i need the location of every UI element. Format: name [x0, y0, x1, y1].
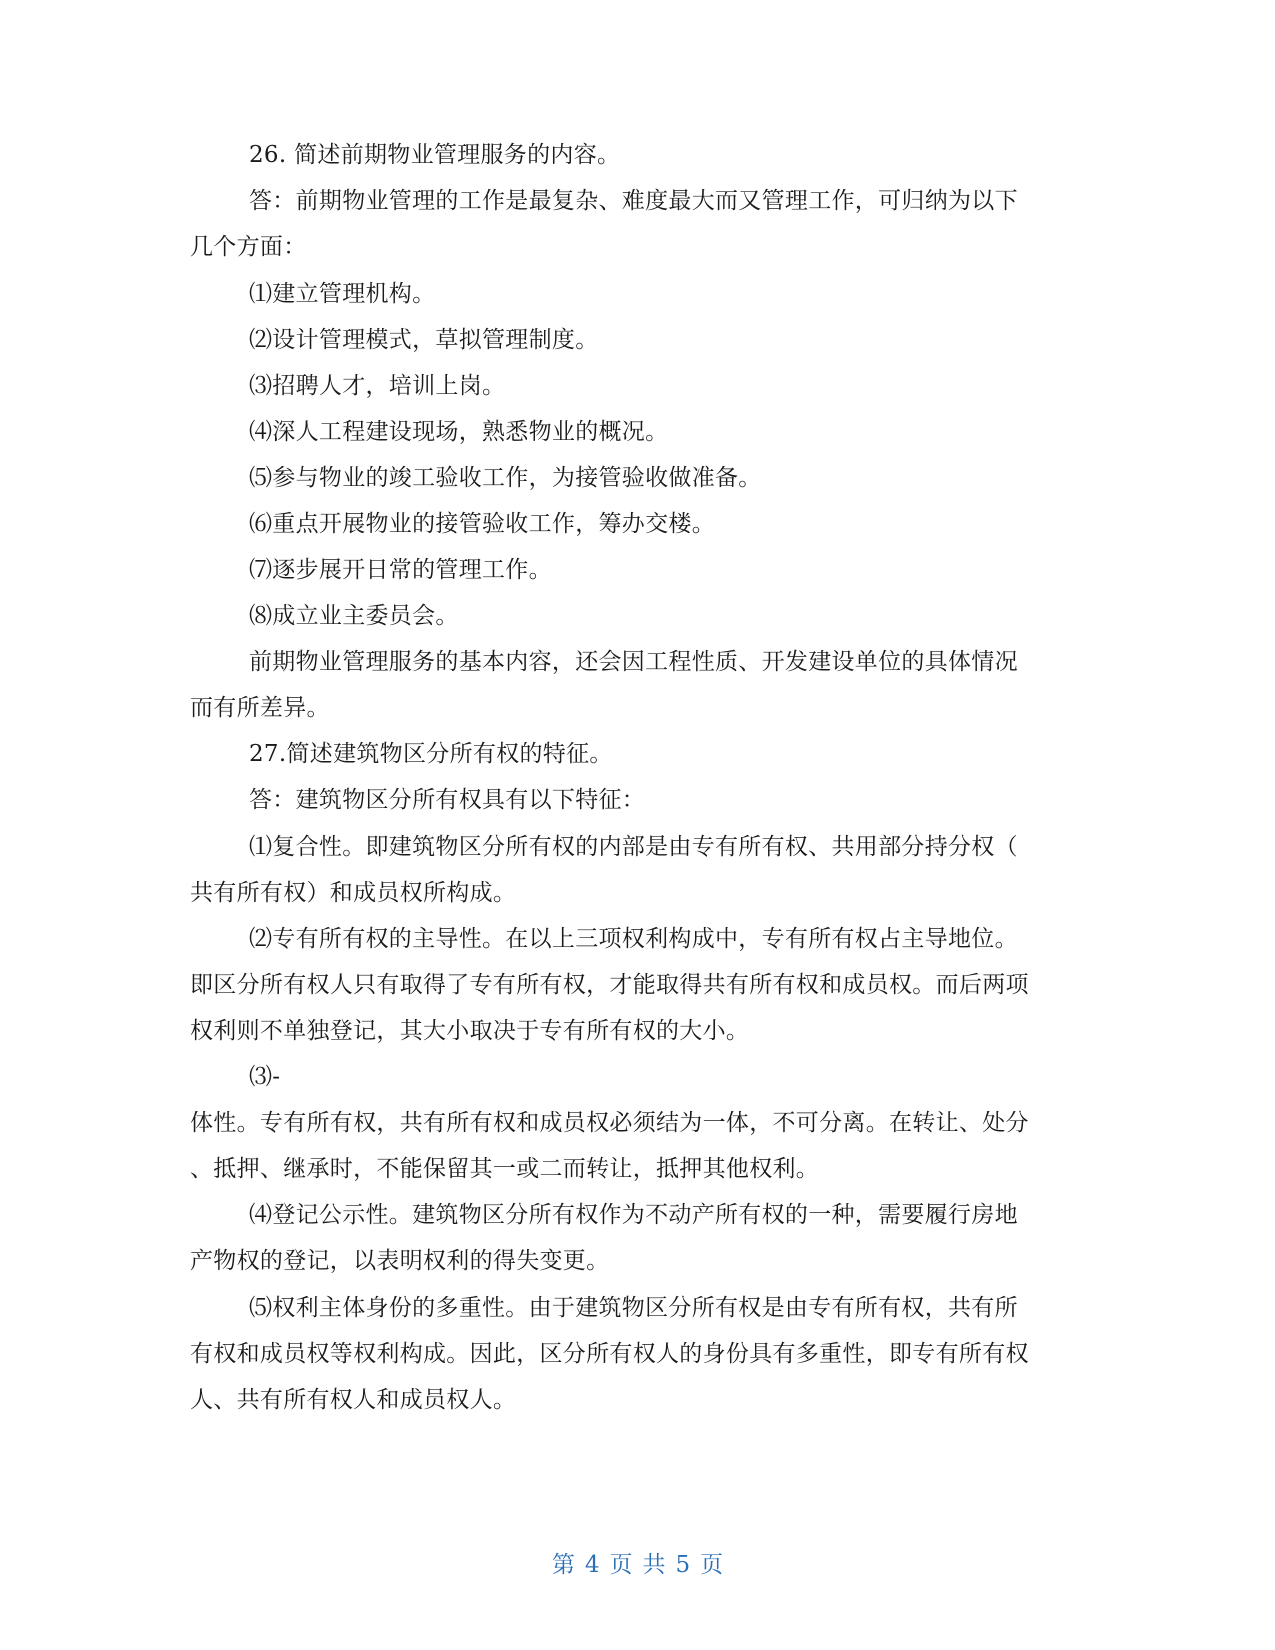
answer-27-item-4-line-2: 产物权的登记，以表明权利的得失变更。	[190, 1248, 610, 1274]
page-footer	[0, 1546, 1275, 1579]
answer-27-intro: 答：建筑物区分所有权具有以下特征：	[249, 787, 646, 813]
answer-27-item-5-line-3: 人、共有所有权人和成员权人。	[190, 1387, 517, 1413]
answer-26-item-6: ⑹重点开展物业的接管验收工作，筹办交楼。	[249, 511, 715, 537]
question-26-heading: 26. 简述前期物业管理服务的内容。	[249, 142, 621, 168]
footer-total-prefix: 共	[642, 1552, 666, 1578]
question-27-heading: 27.简述建筑物区分所有权的特征。	[249, 741, 613, 767]
footer-page-word: 页	[609, 1552, 633, 1578]
answer-26-intro-line-1: 答：前期物业管理的工作是最复杂、难度最大而又管理工作，可归纳为以下	[249, 188, 1018, 214]
answer-27-item-3-line-2: 体性。专有所有权，共有所有权和成员权必须结为一体，不可分离。在转让、处分	[190, 1110, 1029, 1136]
answer-26-summary-line-2: 而有所差异。	[190, 695, 330, 721]
footer-total-pages: 5	[675, 1552, 691, 1578]
answer-26-item-7: ⑺逐步展开日常的管理工作。	[249, 557, 552, 583]
answer-27-item-2-line-3: 权利则不单独登记，其大小取决于专有所有权的大小。	[190, 1018, 750, 1044]
answer-27-item-1-line-1: ⑴复合性。即建筑物区分所有权的内部是由专有所有权、共用部分持分权（	[249, 834, 1018, 860]
answer-27-item-3-line-1: ⑶-	[249, 1064, 281, 1090]
answer-26-item-1: ⑴建立管理机构。	[249, 281, 436, 307]
footer-current-page: 4	[584, 1552, 600, 1578]
answer-26-summary-line-1: 前期物业管理服务的基本内容，还会因工程性质、开发建设单位的具体情况	[249, 649, 1018, 675]
answer-27-item-4-line-1: ⑷登记公示性。建筑物区分所有权作为不动产所有权的一种，需要履行房地	[249, 1202, 1018, 1228]
answer-26-item-3: ⑶招聘人才，培训上岗。	[249, 373, 506, 399]
answer-26-item-5: ⑸参与物业的竣工验收工作，为接管验收做准备。	[249, 465, 762, 491]
answer-26-item-2: ⑵设计管理模式，草拟管理制度。	[249, 327, 599, 353]
answer-27-item-5-line-2: 有权和成员权等权利构成。因此，区分所有权人的身份具有多重性，即专有所有权	[190, 1341, 1029, 1367]
answer-27-item-5-line-1: ⑸权利主体身份的多重性。由于建筑物区分所有权是由专有所有权，共有所	[249, 1295, 1018, 1321]
footer-total-suffix: 页	[700, 1552, 724, 1578]
answer-26-item-4: ⑷深人工程建设现场，熟悉物业的概况。	[249, 419, 669, 445]
answer-26-intro-line-2: 几个方面：	[190, 234, 307, 260]
answer-27-item-2-line-1: ⑵专有所有权的主导性。在以上三项权利构成中，专有所有权占主导地位。	[249, 926, 1018, 952]
answer-27-item-2-line-2: 即区分所有权人只有取得了专有所有权，才能取得共有所有权和成员权。而后两项	[190, 972, 1029, 998]
answer-27-item-3-line-3: 、抵押、继承时，不能保留其一或二而转让，抵押其他权利。	[190, 1156, 820, 1182]
answer-26-item-8: ⑻成立业主委员会。	[249, 603, 459, 629]
answer-27-item-1-line-2: 共有所有权）和成员权所构成。	[190, 880, 517, 906]
footer-prefix: 第	[551, 1552, 575, 1578]
